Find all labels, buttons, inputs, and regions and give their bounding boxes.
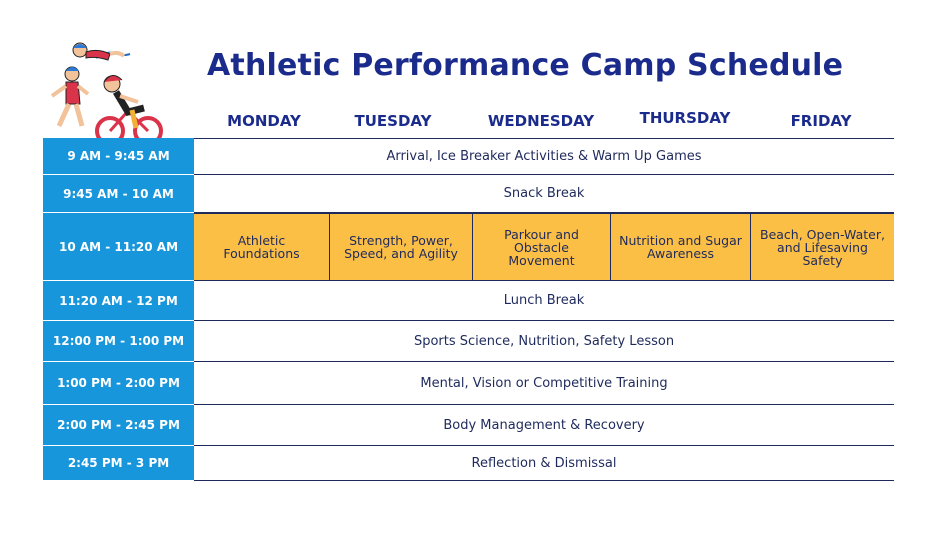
- day-header-tuesday: TUESDAY: [354, 112, 432, 130]
- activity-cell: Mental, Vision or Competitive Training: [194, 362, 894, 405]
- table-row: [43, 281, 894, 321]
- day-header-monday: MONDAY: [227, 112, 301, 130]
- table-row: [43, 446, 894, 481]
- activity-cell: Snack Break: [194, 175, 894, 213]
- page-title: Athletic Performance Camp Schedule: [207, 48, 844, 83]
- activity-cell: Lunch Break: [194, 281, 894, 321]
- time-slot: 12:00 PM - 1:00 PM: [43, 321, 194, 362]
- table-row: [43, 175, 894, 213]
- time-slot: 9 AM - 9:45 AM: [43, 138, 194, 175]
- day-header-friday: FRIDAY: [790, 112, 852, 130]
- table-row: [43, 362, 894, 405]
- table-row: [43, 405, 894, 446]
- table-row: [43, 138, 894, 175]
- time-slot: 10 AM - 11:20 AM: [43, 213, 194, 281]
- time-slot: 2:45 PM - 3 PM: [43, 446, 194, 481]
- table-row: [43, 321, 894, 362]
- triathlon-athletes-icon: [36, 36, 166, 146]
- activity-cell: Arrival, Ice Breaker Activities & Warm Up Games: [194, 138, 894, 175]
- activity-cell-friday: Beach, Open-Water, and Lifesaving Safety: [751, 213, 894, 281]
- activity-cell-monday: Athletic Foundations: [194, 213, 330, 281]
- activity-cell: Reflection & Dismissal: [194, 446, 894, 481]
- time-slot: 11:20 AM - 12 PM: [43, 281, 194, 321]
- activity-cell-thursday: Nutrition and Sugar Awareness: [611, 213, 751, 281]
- day-header-thursday: THURSDAY: [639, 109, 731, 127]
- activity-cell: Body Management & Recovery: [194, 405, 894, 446]
- table-row: [43, 213, 894, 281]
- day-header-wednesday: WEDNESDAY: [487, 112, 595, 130]
- activity-cell-tuesday: Strength, Power, Speed, and Agility: [330, 213, 473, 281]
- time-slot: 2:00 PM - 2:45 PM: [43, 405, 194, 446]
- activity-cell-wednesday: Parkour and Obstacle Movement: [473, 213, 611, 281]
- time-slot: 1:00 PM - 2:00 PM: [43, 362, 194, 405]
- time-slot: 9:45 AM - 10 AM: [43, 175, 194, 213]
- activity-cell: Sports Science, Nutrition, Safety Lesson: [194, 321, 894, 362]
